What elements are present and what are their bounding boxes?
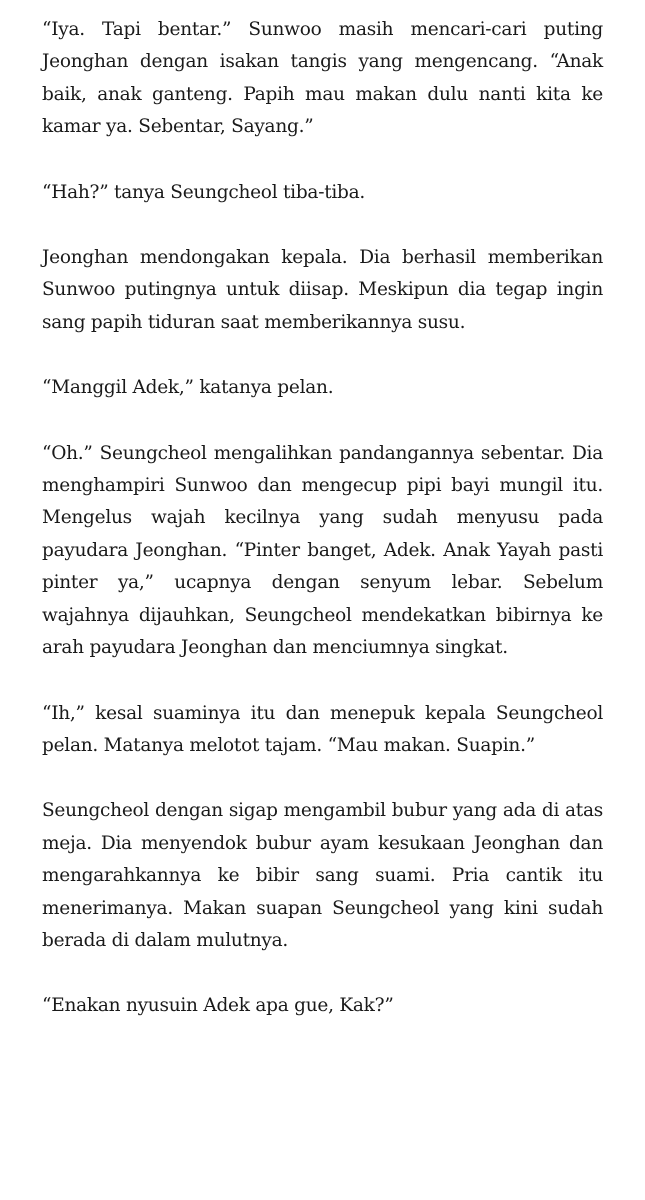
paragraph-6: “Ih,” kesal suaminya itu dan menepuk kepala Seungcheol pelan. Matanya melotot tajam. “Mau makan. Suapin.” (42, 702, 603, 756)
paragraph-4: “Manggil Adek,” katanya pelan. (42, 377, 334, 399)
paragraph-2: “Hah?” tanya Seungcheol tiba-tiba. (42, 181, 366, 203)
paragraph-1: “Iya. Tapi bentar.” Sunwoo masih mencari-cari puting Jeonghan dengan isakan tangis yang mengencang. “Anak baik, anak ganteng. Papih mau makan dulu nanti kita ke kamar ya. Sebentar, Sayang.” (42, 19, 603, 138)
paragraph-5: “Oh.” Seungcheol mengalihkan pandangannya sebentar. Dia menghampiri Sunwoo dan mengecup pipi bayi mungil itu. Mengelus wajah kecilnya yang sudah menyusu pada payudara Jeonghan. “Pinter banget, Adek. Anak Yayah pasti pinter ya,” ucapnya dengan senyum lebar. Sebelum wajahnya dijauhkan, Seungcheol mendekatkan bibirnya ke arah payudara Jeonghan dan menciumnya singkat. (42, 442, 603, 659)
paragraph-8: “Enakan nyusuin Adek apa gue, Kak?” (42, 995, 394, 1017)
paragraph-7: Seungcheol dengan sigap mengambil bubur yang ada di atas meja. Dia menyendok bubur ayam kesukaan Jeonghan dan mengarahkannya ke bibir sang suami. Pria cantik itu menerimanya. Makan suapan Seungcheol yang kini sudah berada di dalam mulutnya. (42, 800, 603, 951)
paragraph-3: Jeonghan mendongakan kepala. Dia berhasil memberikan Sunwoo putingnya untuk diisap. Meskipun dia tegap ingin sang papih tiduran saat memberikannya susu. (42, 247, 603, 333)
